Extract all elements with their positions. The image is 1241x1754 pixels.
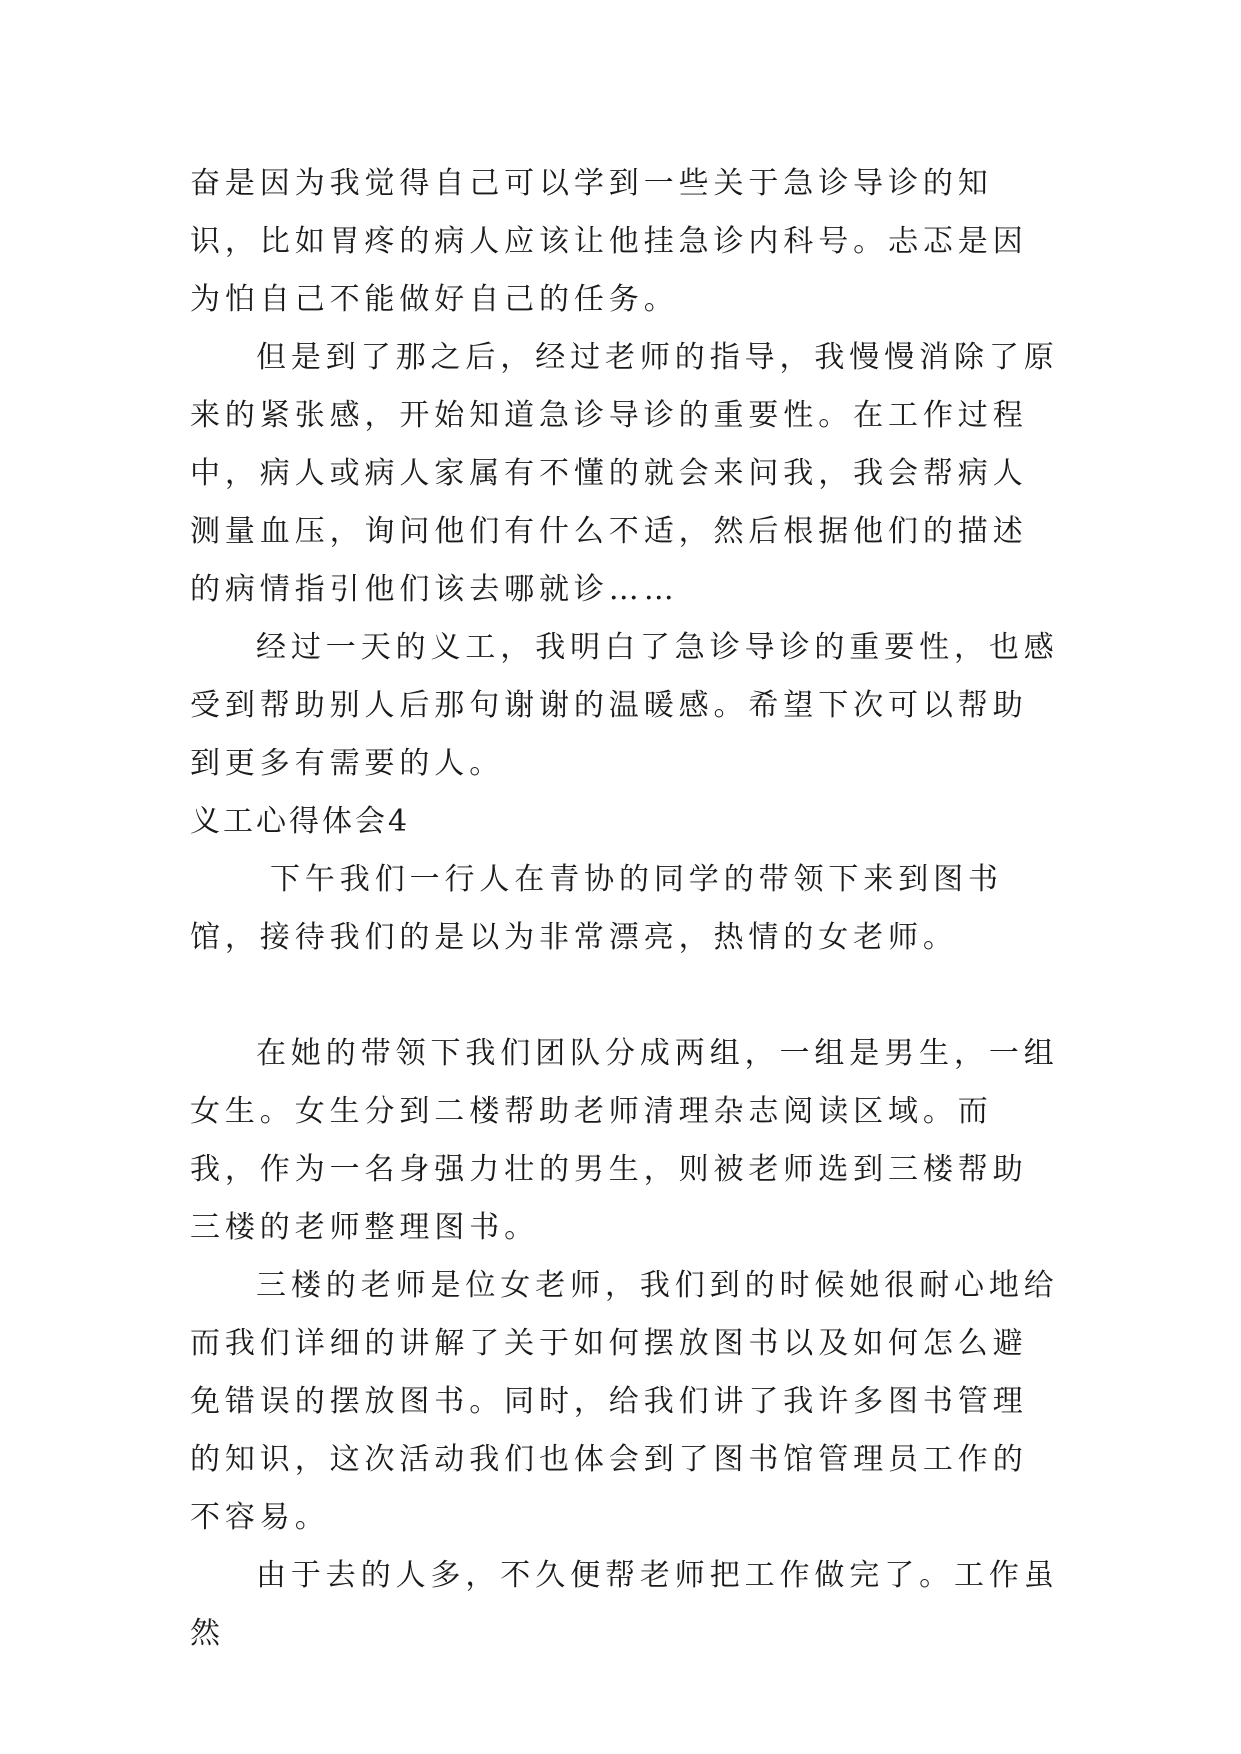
section-heading: 义工心得体会4 — [190, 804, 411, 839]
paragraph: 下午我们一行人在青协的同学的带领下来到图书馆，接待我们的是以为非常漂亮，热情的女老师。 — [190, 862, 1003, 955]
blank-line — [190, 967, 1060, 1025]
paragraph: 但是到了那之后，经过老师的指导，我慢慢消除了原来的紧张感，开始知道急诊导诊的重要性。在工作过程中，病人或病人家属有不懂的就会来问我，我会帮病人测量血压，询问他们有什么不适，然后根据他们的描述的病情指引他们该去哪就诊…… — [190, 340, 1059, 607]
document-body — [190, 155, 1060, 1663]
paragraph: 在她的带领下我们团队分成两组，一组是男生，一组女生。女生分到二楼帮助老师清理杂志阅读区域。而我，作为一名身强力壮的男生，则被老师选到三楼帮助三楼的老师整理图书。 — [190, 1036, 1059, 1245]
paragraph: 经过一天的义工，我明白了急诊导诊的重要性，也感受到帮助别人后那句谢谢的温暖感。希望下次可以帮助到更多有需要的人。 — [190, 630, 1059, 781]
paragraph: 由于去的人多，不久便帮老师把工作做完了。工作虽然 — [190, 1558, 1059, 1651]
paragraph-continued: 奋是因为我觉得自己可以学到一些关于急诊导诊的知识，比如胃疼的病人应该让他挂急诊内科号。忐忑是因为怕自己不能做好自己的任务。 — [190, 166, 1028, 317]
paragraph: 三楼的老师是位女老师，我们到的时候她很耐心地给而我们详细的讲解了关于如何摆放图书以及如何怎么避免错误的摆放图书。同时，给我们讲了我许多图书管理的知识，这次活动我们也体会到了图书馆管理员工作的不容易。 — [190, 1268, 1059, 1535]
